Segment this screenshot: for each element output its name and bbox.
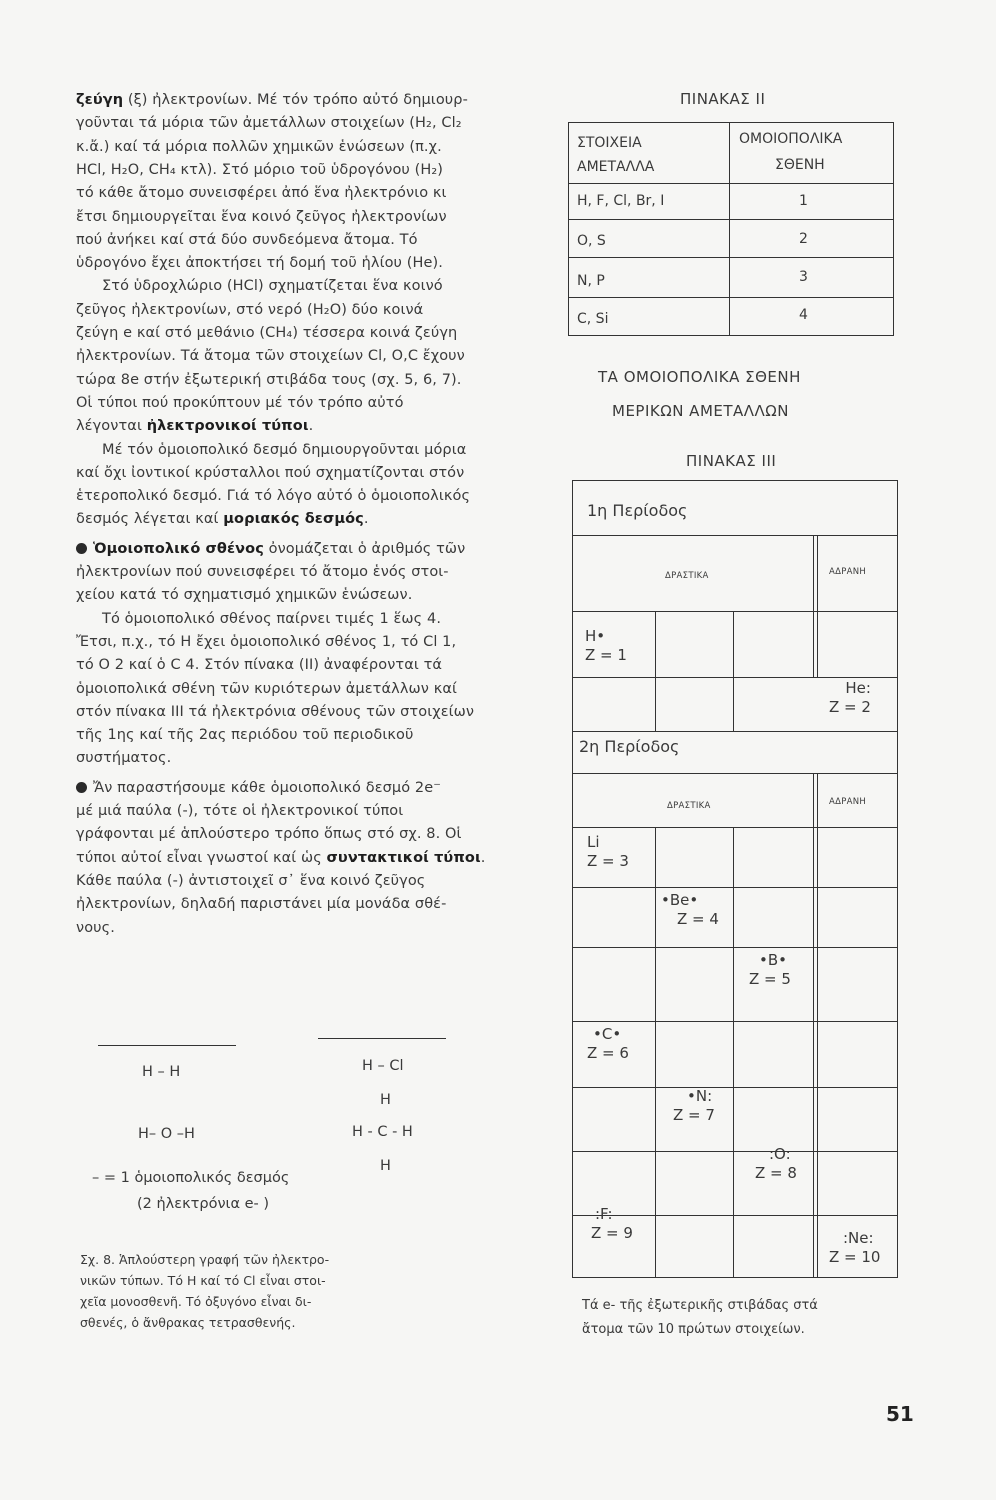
page-number: 51 bbox=[886, 1402, 914, 1426]
fig8-caption-3: χεῖα μονοσθενῆ. Τό ὀξυγόνο εἶναι δι- bbox=[80, 1294, 312, 1309]
table2-rule bbox=[569, 183, 893, 184]
body-text-line bbox=[102, 611, 441, 627]
element-be: •Be• Z = 4 bbox=[661, 891, 719, 928]
body-text-line bbox=[76, 803, 403, 819]
table3-rule bbox=[573, 947, 897, 948]
table3-col-divider bbox=[655, 611, 656, 731]
formula-h-h: H – H bbox=[142, 1064, 181, 1080]
formula-legend-line2: (2 ἠλεκτρόνια e- ) bbox=[137, 1196, 270, 1212]
body-text-span: ζεύγη bbox=[76, 92, 124, 108]
table2-elements-2: O, S bbox=[577, 233, 606, 249]
table3-col-divider bbox=[733, 611, 734, 731]
table3-rule bbox=[573, 1151, 897, 1152]
body-text-span: HCl, H₂O, CH₄ κτλ). Στό μόριο τοῦ ὑδρογόνου (Η₂) bbox=[76, 161, 444, 178]
table2-valence-2: 2 bbox=[799, 231, 808, 247]
table2-valence-4: 4 bbox=[799, 307, 808, 323]
body-text-span: ζεῦγος ἠλεκτρονίων, στό νερό (Η₂Ο) δύο κοινά bbox=[76, 301, 424, 318]
table2-rule bbox=[569, 297, 893, 298]
table3-col-divider bbox=[655, 827, 656, 1277]
table3-rule bbox=[573, 535, 897, 536]
body-text-span: . bbox=[480, 849, 486, 866]
fig8-caption-2: νικῶν τύπων. Τό Η καί τό Cl εἶναι στοι- bbox=[80, 1273, 326, 1288]
body-text-span: μοριακός δεσμός bbox=[223, 511, 364, 528]
table2-title: ΠΙΝΑΚΑΣ ΙΙ bbox=[680, 90, 766, 108]
body-text-line bbox=[76, 255, 443, 271]
element-f: :F: Z = 9 bbox=[591, 1205, 633, 1242]
body-text-span: γράφονται μέ ἁπλούστερο τρόπο ὅπως στό σχ. 8. Οἱ bbox=[76, 826, 462, 843]
element-c: •C• Z = 6 bbox=[587, 1025, 629, 1062]
table2-caption-2: ΜΕΡΙΚΩΝ ΑΜΕΤΑΛΛΩΝ bbox=[612, 402, 789, 420]
table2-header-left-1: ΣΤΟΙΧΕΙΑ bbox=[577, 135, 642, 151]
element-li: Li Z = 3 bbox=[587, 833, 629, 870]
body-text-span: χείου κατά τό σχηματισμό χημικῶν ἑνώσεων. bbox=[76, 587, 413, 604]
body-text-line bbox=[102, 278, 443, 294]
body-text-line bbox=[76, 826, 462, 842]
body-text-line bbox=[76, 232, 418, 248]
body-text-line bbox=[76, 139, 442, 155]
body-text-span: ἔτσι δημιουργεῖται ἕνα κοινό ζεῦγος ἠλεκτρονίων bbox=[76, 208, 447, 225]
body-text-span: κ.ἄ.) καί τά μόρια πολλῶν χημικῶν ἑνώσεων (π.χ. bbox=[76, 138, 442, 155]
body-text-line bbox=[76, 395, 404, 411]
body-text-span: . bbox=[308, 418, 314, 435]
body-text-span: Στό ὑδροχλώριο (HCl) σχηματίζεται ἕνα κοινό bbox=[102, 278, 443, 295]
body-text-line bbox=[76, 634, 456, 650]
body-text-line bbox=[102, 442, 466, 458]
period2-inert-label: ΑΔΡΑΝΗ bbox=[829, 797, 867, 807]
table3-rule bbox=[573, 677, 897, 678]
period1-inert-label: ΑΔΡΑΝΗ bbox=[829, 567, 867, 577]
body-text-span: ἠλεκτρονικοί τύποι bbox=[146, 418, 309, 435]
body-text-span: λέγονται bbox=[76, 418, 147, 435]
formula-rule-left bbox=[98, 1045, 236, 1046]
body-text-span: γοῦνται τά μόρια τῶν ἀμετάλλων στοιχείων (Η₂, Cl₂ bbox=[76, 115, 462, 132]
table2-divider bbox=[729, 123, 730, 335]
table2-valence-1: 1 bbox=[799, 193, 808, 209]
table3 bbox=[572, 480, 898, 1278]
table3-rule bbox=[573, 827, 897, 828]
formula-legend-line1: – = 1 ὁμοιοπολικός δεσμός bbox=[92, 1170, 290, 1186]
body-text-line bbox=[76, 780, 441, 796]
body-text-span: ἑτεροπολικό δεσμό. Γιά τό λόγο αὐτό ὁ ὁμοιοπολικός bbox=[76, 488, 471, 505]
body-text-span: τώρα 8e στήν ἐξωτερική στιβάδα τους (σχ. 5, 6, 7). bbox=[76, 371, 462, 388]
formula-ch4-top: H bbox=[380, 1092, 391, 1108]
element-o: :O: Z = 8 bbox=[755, 1145, 797, 1182]
body-text-span: νους. bbox=[76, 919, 115, 936]
formula-rule-right bbox=[318, 1038, 446, 1039]
body-text-line bbox=[76, 209, 447, 225]
table3-rule bbox=[573, 1087, 897, 1088]
body-text-span: τό Ο 2 καί ὁ C 4. Στόν πίνακα (ΙΙ) ἀναφέρονται τά bbox=[76, 657, 443, 674]
body-text-line bbox=[76, 920, 115, 936]
body-text-span: . bbox=[363, 511, 369, 528]
body-text-line bbox=[76, 896, 446, 912]
table2-elements-1: H, F, Cl, Br, I bbox=[577, 193, 665, 209]
formula-h-o-h: H– O –H bbox=[138, 1126, 195, 1142]
period1-reactive-label: ΔΡΑΣΤΙΚΑ bbox=[665, 571, 709, 581]
table3-caption-2: ἄτομα τῶν 10 πρώτων στοιχείων. bbox=[582, 1322, 805, 1337]
table3-col-divider bbox=[733, 827, 734, 1277]
body-text-line bbox=[76, 115, 462, 131]
body-text-span: ἠλεκτρονίων, δηλαδή παριστάνει μία μονάδα σθέ- bbox=[76, 896, 447, 913]
body-text-line bbox=[76, 750, 171, 766]
body-text-span: τύποι αὐτοί εἶναι γνωστοί καί ὡς bbox=[76, 849, 327, 866]
table3-rule bbox=[573, 773, 897, 774]
body-text-span: (ξ) ἠλεκτρονίων. Μέ τόν τρόπο αὐτό δημιουρ- bbox=[123, 92, 468, 108]
body-text-line bbox=[76, 873, 425, 889]
table3-rule bbox=[573, 611, 897, 612]
body-text-line bbox=[76, 465, 464, 481]
body-text-line bbox=[76, 657, 442, 673]
table3-title: ΠΙΝΑΚΑΣ ΙΙΙ bbox=[686, 452, 777, 470]
body-text-line bbox=[76, 348, 465, 364]
table3-caption-1: Τά e- τῆς ἐξωτερικῆς στιβάδας στά bbox=[582, 1298, 818, 1313]
body-text-span: ζεύγη e καί στό μεθάνιο (CH₄) τέσσερα κοινά ζεύγη bbox=[76, 325, 458, 341]
body-text-line bbox=[76, 541, 465, 557]
formula-ch4-bottom: H bbox=[380, 1158, 391, 1174]
table2-header-right-1: ΟΜΟΙΟΠΟΛΙΚΑ bbox=[739, 131, 843, 147]
table3-rule bbox=[573, 731, 897, 732]
body-text-line bbox=[76, 302, 423, 318]
table2-rule bbox=[569, 219, 893, 220]
element-he: He: Z = 2 bbox=[829, 679, 871, 716]
body-text-line bbox=[76, 564, 449, 580]
body-text-span: καί ὄχι ἰοντικοί κρύσταλλοι πού σχηματίζονται στόν bbox=[76, 464, 465, 481]
body-text-line bbox=[76, 92, 468, 108]
fig8-caption-1: Σχ. 8. Ἁπλούστερη γραφή τῶν ἠλεκτρο- bbox=[80, 1252, 330, 1267]
formula-ch4-mid: H - C - H bbox=[352, 1124, 413, 1140]
bullet-icon bbox=[76, 543, 87, 554]
body-text-span: ἠλεκτρονίων πού συνεισφέρει τό ἄτομο ἑνός στοι- bbox=[76, 564, 449, 580]
body-text-span: συστήματος. bbox=[76, 750, 172, 767]
body-text-span: πού ἀνήκει καί στά δύο συνδεόμενα ἄτομα. Τό bbox=[76, 231, 418, 248]
body-text-line bbox=[76, 325, 457, 341]
body-text-line bbox=[76, 162, 443, 178]
table3-col-divider bbox=[813, 535, 814, 677]
body-text-span: ὑδρογόνο ἔχει ἀποκτήσει τή δομή τοῦ ἡλίου (He). bbox=[76, 255, 443, 272]
table2-caption-1: ΤΑ ΟΜΟΙΟΠΟΛΙΚΑ ΣΘΕΝΗ bbox=[598, 368, 801, 386]
table2-elements-4: C, Si bbox=[577, 311, 609, 327]
table2-elements-3: N, P bbox=[577, 273, 605, 289]
body-text-span: συντακτικοί τύποι bbox=[326, 849, 481, 866]
table2-valence-3: 3 bbox=[799, 269, 808, 285]
element-h: H• Z = 1 bbox=[585, 627, 627, 664]
body-text-span: ἠλεκτρονίων. Τά ἄτομα τῶν στοιχείων Cl, O,C ἔχουν bbox=[76, 348, 465, 365]
body-text-line bbox=[76, 372, 462, 388]
body-text-span: τῆς 1ης καί τῆς 2ας περιόδου τοῦ περιοδικοῦ bbox=[76, 727, 414, 744]
body-text-line bbox=[76, 704, 474, 720]
table3-rule bbox=[573, 1021, 897, 1022]
table3-col-divider bbox=[817, 535, 818, 677]
body-text-span: Ὁμοιοπολικό σθένος bbox=[93, 540, 264, 557]
period1-label: 1η Περίοδος bbox=[587, 501, 688, 520]
body-text-span: ὁμοιοπολικά σθένη τῶν κυριότερων ἀμετάλλων καί bbox=[76, 680, 457, 697]
body-text-span: Κάθε παύλα (-) ἀντιστοιχεῖ σ᾿ ἕνα κοινό ζεῦγος bbox=[76, 872, 426, 889]
fig8-caption-4: σθενές, ὁ ἄνθρακας τετρασθενής. bbox=[80, 1315, 296, 1330]
body-text-line bbox=[76, 850, 485, 866]
body-text-span: ὀνομάζεται ὁ ἀριθμός τῶν bbox=[263, 540, 466, 557]
body-text-line bbox=[76, 185, 447, 201]
body-text-span: Οἱ τύποι πού προκύπτουν μέ τόν τρόπο αὐτό bbox=[76, 394, 404, 411]
formula-h-cl: H – Cl bbox=[362, 1058, 404, 1074]
table2 bbox=[568, 122, 894, 336]
period2-label: 2η Περίοδος bbox=[579, 737, 680, 756]
element-ne: :Ne: Z = 10 bbox=[829, 1229, 881, 1266]
table2-header-right-2: ΣΘΕΝΗ bbox=[775, 157, 825, 173]
body-text-line bbox=[76, 418, 313, 434]
body-text-span: δεσμός λέγεται καί bbox=[76, 511, 224, 528]
element-b: •B• Z = 5 bbox=[749, 951, 791, 988]
body-text-span: στόν πίνακα ΙΙΙ τά ἠλεκτρόνια σθένους τῶν στοιχείων bbox=[76, 703, 475, 720]
body-text-line bbox=[76, 681, 457, 697]
body-text-span: Ἄν παραστήσουμε κάθε ὁμοιοπολικό δεσμό 2e⁻ bbox=[93, 779, 442, 796]
table2-header-left-2: ΑΜΕΤΑΛΛΑ bbox=[577, 159, 655, 175]
body-text-span: Ἔτσι, π.χ., τό Η ἔχει ὁμοιοπολικό σθένος 1, τό Cl 1, bbox=[76, 633, 457, 650]
bullet-icon bbox=[76, 782, 87, 793]
element-n: •N: Z = 7 bbox=[673, 1087, 715, 1124]
body-text-line bbox=[76, 727, 413, 743]
body-text-span: μέ μιά παύλα (-), τότε οἱ ἠλεκτρονικοί τύποι bbox=[76, 803, 404, 819]
body-text-line bbox=[76, 511, 369, 527]
body-text-span: Τό ὁμοιοπολικό σθένος παίρνει τιμές 1 ἕως 4. bbox=[102, 610, 442, 627]
body-text-span: Μέ τόν ὁμοιοπολικό δεσμό δημιουργοῦνται μόρια bbox=[102, 441, 467, 458]
table3-col-divider bbox=[813, 773, 814, 1277]
period2-reactive-label: ΔΡΑΣΤΙΚΑ bbox=[667, 801, 711, 811]
body-text-line bbox=[76, 587, 412, 603]
body-text-span: τό κάθε ἄτομο συνεισφέρει ἀπό ἕνα ἠλεκτρόνιο κι bbox=[76, 185, 447, 202]
table3-col-divider bbox=[817, 773, 818, 1277]
table3-rule bbox=[573, 887, 897, 888]
table2-rule bbox=[569, 257, 893, 258]
body-text-line bbox=[76, 488, 470, 504]
